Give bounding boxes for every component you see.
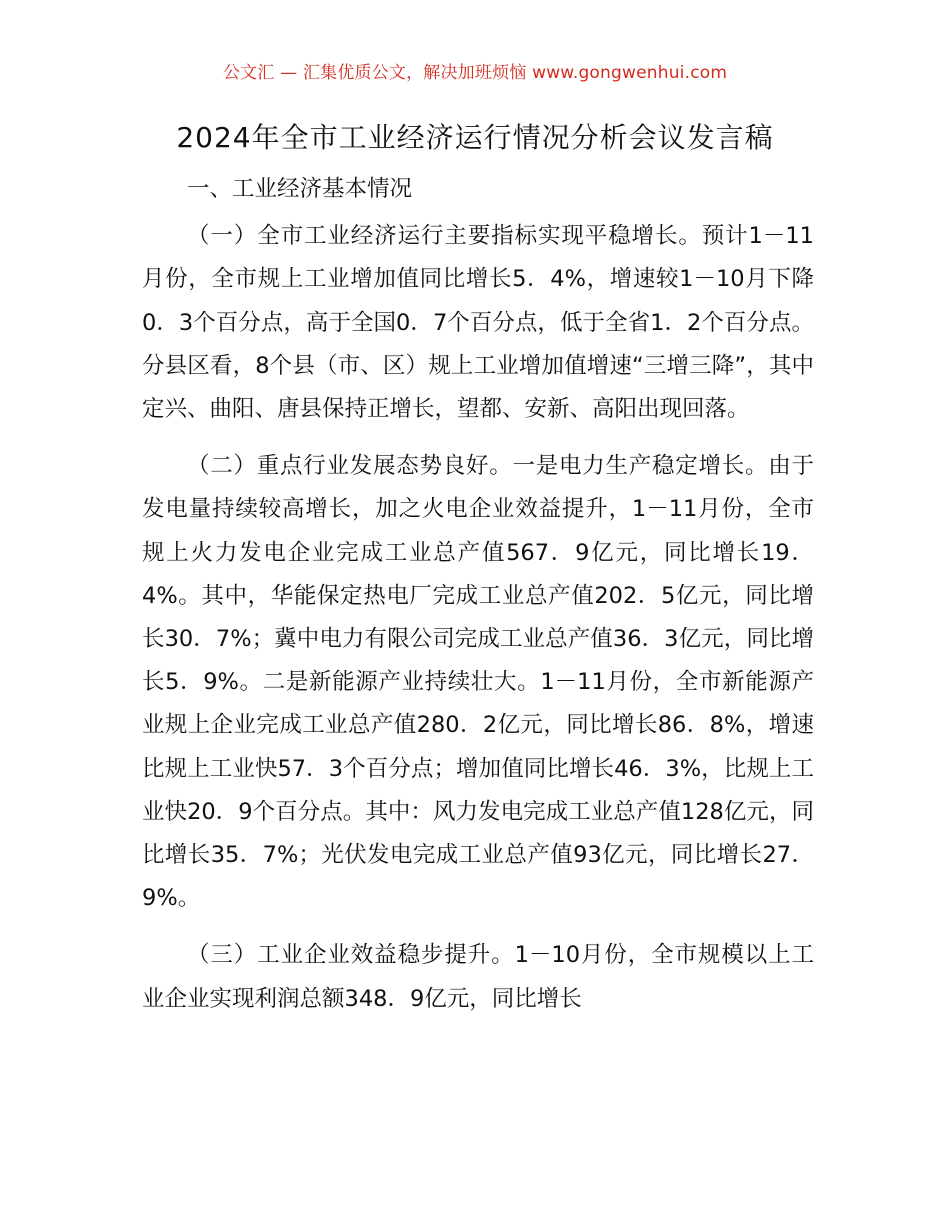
site-banner: 公文汇 — 汇集优质公文，解决加班烦恼 www.gongwenhui.com [222,63,728,83]
paragraph-overall-growth: （一）全市工业经济运行主要指标实现平稳增长。预计1－11月份，全市规上工业增加值同比增长5．4%，增速较1－10月下降0．3个百分点，高于全国0．7个百分点，低于全省1．2个百分点。分县区看，8个县（市、区）规上工业增加值增速“三增三降”，其中定兴、曲阳、唐县保持正增长，望都、安新、高阳出现回落。 [142,223,814,423]
paragraph-key-industries: （二）重点行业发展态势良好。一是电力生产稳定增长。由于发电量持续较高增长，加之火电企业效益提升，1－11月份，全市规上火力发电企业完成工业总产值567．9亿元，同比增长19．4%。其中，华能保定热电厂完成工业总产值202．5亿元，同比增长30．7%；冀中电力有限公司完成工业总产值36．3亿元，同比增长5．9%。二是新能源产业持续壮大。1－11月份，全市新能源产业规上企业完成工业总产值280．2亿元，同比增长86．8%，增速比规上工业快57．3个百分点；增加值同比增长46．3%，比规上工业快20．9个百分点。其中：风力发电完成工业总产值128亿元，同比增长35．7%；光伏发电完成工业总产值93亿元，同比增长27．9%。 [142,453,814,912]
section-heading: 一、工业经济基本情况 [187,176,413,202]
document-title: 2024年全市工业经济运行情况分析会议发言稿 [176,121,774,154]
document-body [142,168,814,1021]
paragraph-enterprise-profit: （三）工业企业效益稳步提升。1－10月份，全市规模以上工业企业实现利润总额348．9亿元，同比增长 [142,942,814,1012]
